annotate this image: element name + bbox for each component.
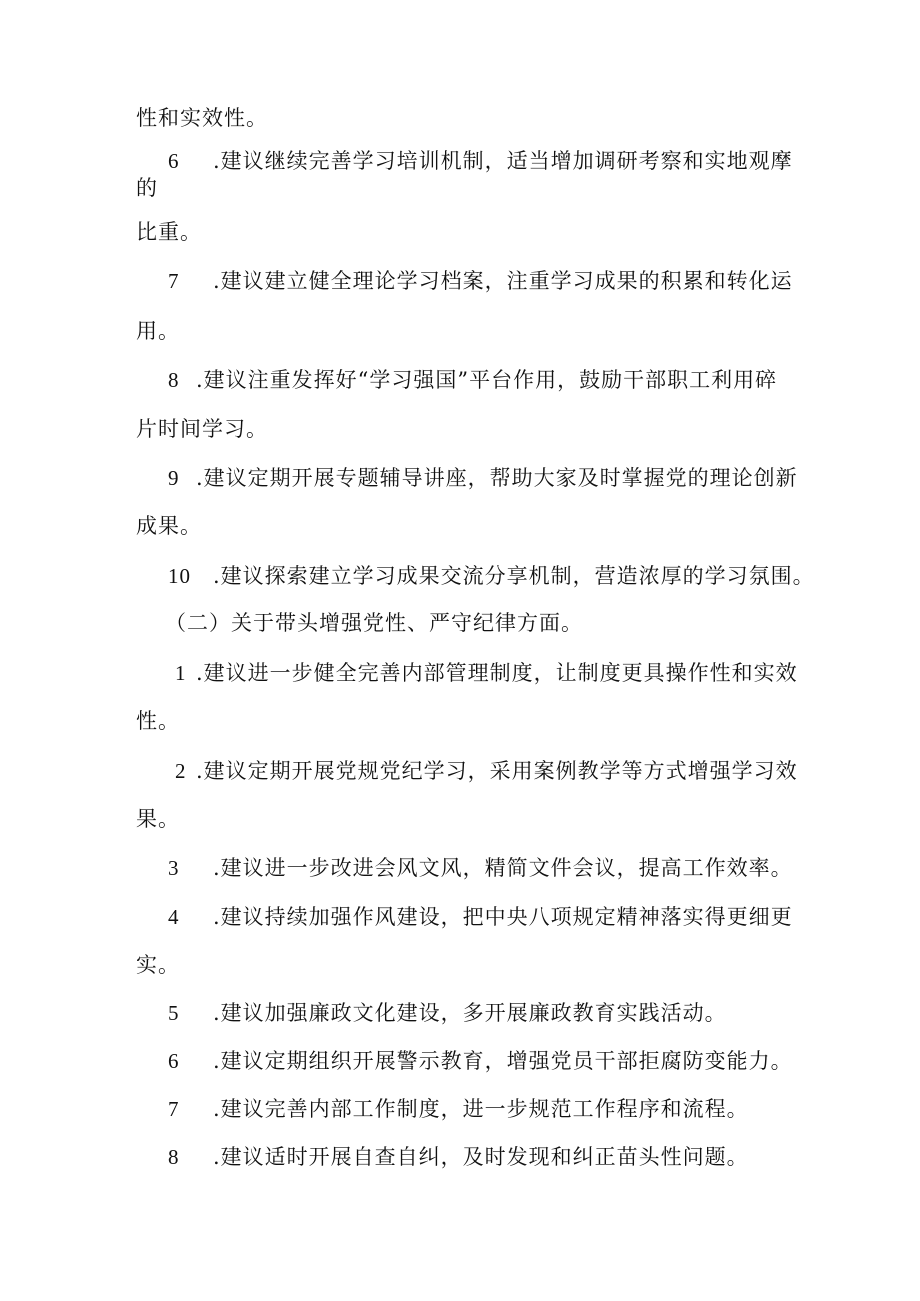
item-text: .建议继续完善学习培训机制，适当增加调研考察和实地观摩 (213, 149, 793, 173)
item-continuation: 用。 (136, 319, 180, 343)
item-text: .建议适时开展自查自纠，及时发现和纠正苗头性问题。 (213, 1145, 749, 1169)
item-number: 6 (168, 1049, 180, 1073)
item-number: 9 (168, 466, 180, 490)
item-number: 10 (168, 564, 191, 588)
item-number: 3 (168, 856, 180, 880)
item-text: .建议定期开展党规党纪学习，采用案例教学等方式增强学习效 (196, 759, 798, 783)
item-number: 6 (168, 149, 180, 173)
item-continuation: 实。 (136, 953, 180, 977)
item-text: .建议建立健全理论学习档案，注重学习成果的积累和转化运 (213, 269, 793, 293)
item-text: .建议持续加强作风建设，把中央八项规定精神落实得更细更 (213, 905, 793, 929)
item-continuation: 比重。 (136, 220, 202, 244)
item-number: 2 (175, 759, 187, 783)
item-continuation: 片时间学习。 (136, 417, 268, 441)
item-number: 8 (168, 368, 180, 392)
item-continuation: 成果。 (136, 514, 202, 538)
item-number: 5 (168, 1001, 180, 1025)
item-continuation: 性。 (136, 709, 180, 733)
item-number: 8 (168, 1145, 180, 1169)
item-continuation: 果。 (136, 807, 180, 831)
section-heading-text: （二）关于带头增强党性、严守纪律方面。 (165, 611, 583, 635)
item-text: .建议进一步改进会风文风，精简文件会议，提高工作效率。 (213, 856, 793, 880)
item-text: .建议加强廉政文化建设，多开展廉政教育实践活动。 (213, 1001, 727, 1025)
line-text: 性和实效性。 (136, 106, 268, 130)
item-text: .建议定期组织开展警示教育，增强党员干部拒腐防变能力。 (213, 1049, 793, 1073)
item-number: 7 (168, 269, 180, 293)
item-text: .建议定期开展专题辅导讲座，帮助大家及时掌握党的理论创新 (196, 466, 798, 490)
item-text: .建议注重发挥好“学习强国”平台作用，鼓励干部职工利用碎 (196, 368, 778, 392)
item-text: .建议完善内部工作制度，进一步规范工作程序和流程。 (213, 1097, 749, 1121)
item-tail: 的 (136, 176, 158, 200)
item-text: .建议进一步健全完善内部管理制度，让制度更具操作性和实效 (196, 661, 798, 685)
item-number: 4 (168, 905, 180, 929)
item-number: 7 (168, 1097, 180, 1121)
item-number: 1 (175, 661, 187, 685)
item-text: .建议探索建立学习成果交流分享机制，营造浓厚的学习氛围。 (213, 564, 815, 588)
